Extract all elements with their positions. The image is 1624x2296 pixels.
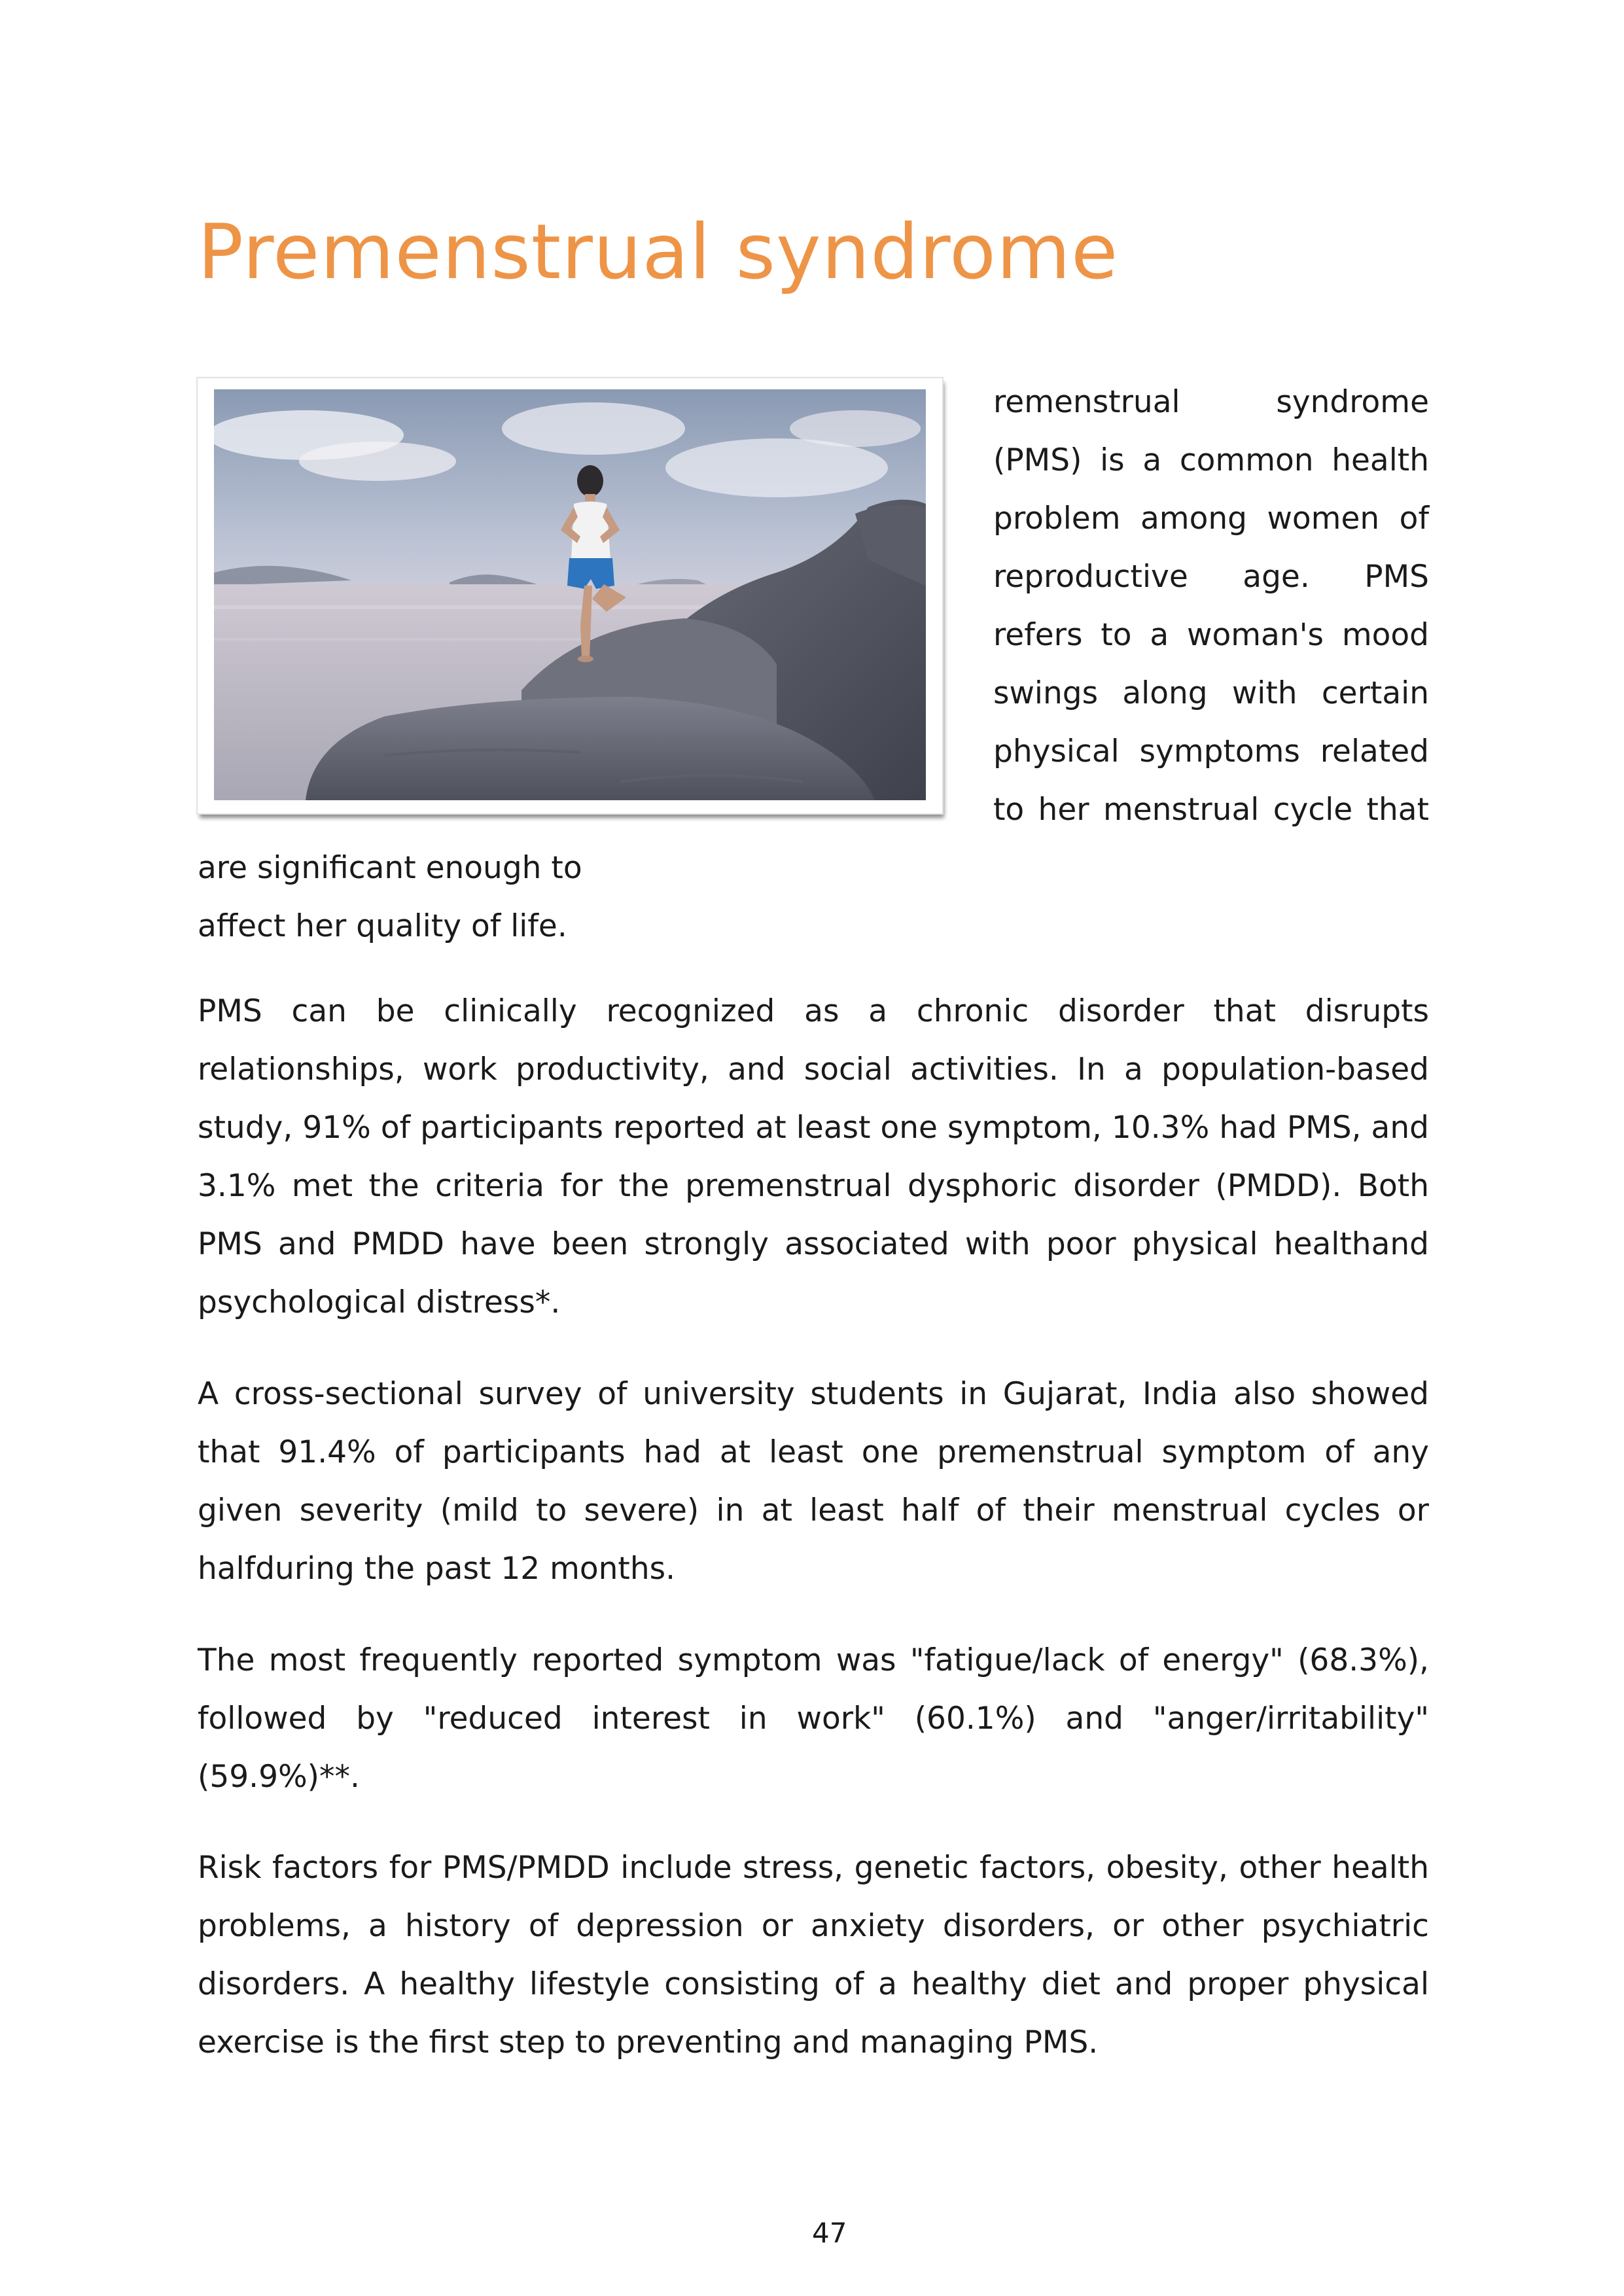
- intro-line-8: to her menstrual cycle that: [993, 792, 1429, 828]
- paragraph-risk-factors: Risk factors for PMS/PMDD include stress, genetic factors, obesity, other health problems, a history of depression or anxiety disorders, or other psychiatric disorders. A healthy lifestyle consisting of a healthy diet and proper physical exercise is the first step to preventing and managing PMS.: [198, 1850, 1429, 2060]
- yoga-photo: [198, 378, 942, 813]
- paragraph-gujarat-survey: A cross-sectional survey of university students in Gujarat, India also showed that 91.4% of participants had at least one premenstrual symptom of any given severity (mild to severe) in at least half of their menstrual cycles or halfduring the past 12 months.: [198, 1376, 1429, 1587]
- intro-continuation: affect her quality of life.: [198, 908, 567, 944]
- intro-section: [198, 373, 1429, 955]
- paragraph-prevalence: PMS can be clinically recognized as a chronic disorder that disrupts relationships, work productivity, and social activities. In a population-based study, 91% of participants reported at least one symptom, 10.3% had PMS, and 3.1% met the criteria for the premenstrual dysphoric disorder (PMDD). Both PMS and PMDD have been strongly associated with poor physical healthand psychological distress*.: [198, 993, 1429, 1320]
- intro-line-6: swings along with certain: [993, 675, 1429, 711]
- intro-line-2: (PMS) is a common health: [993, 442, 1429, 478]
- paragraph-symptoms: The most frequently reported symptom was "fatigue/lack of energy" (68.3%), followed by "reduced interest in work" (60.1%) and "anger/irritability" (59.9%)**.: [198, 1642, 1429, 1795]
- intro-line-4: reproductive age. PMS: [993, 559, 1429, 595]
- page-title: Premenstrual syndrome: [198, 208, 1119, 296]
- intro-line-1: remenstrual syndrome: [993, 384, 1429, 420]
- intro-line-7: physical symptoms related: [993, 733, 1429, 769]
- intro-line-5: refers to a woman's mood: [993, 617, 1429, 653]
- page-number: 47: [812, 2217, 847, 2249]
- intro-line-3: problem among women of: [993, 501, 1429, 537]
- yoga-scene-illustration: [214, 389, 926, 800]
- intro-line-9: are significant enough to: [198, 850, 582, 886]
